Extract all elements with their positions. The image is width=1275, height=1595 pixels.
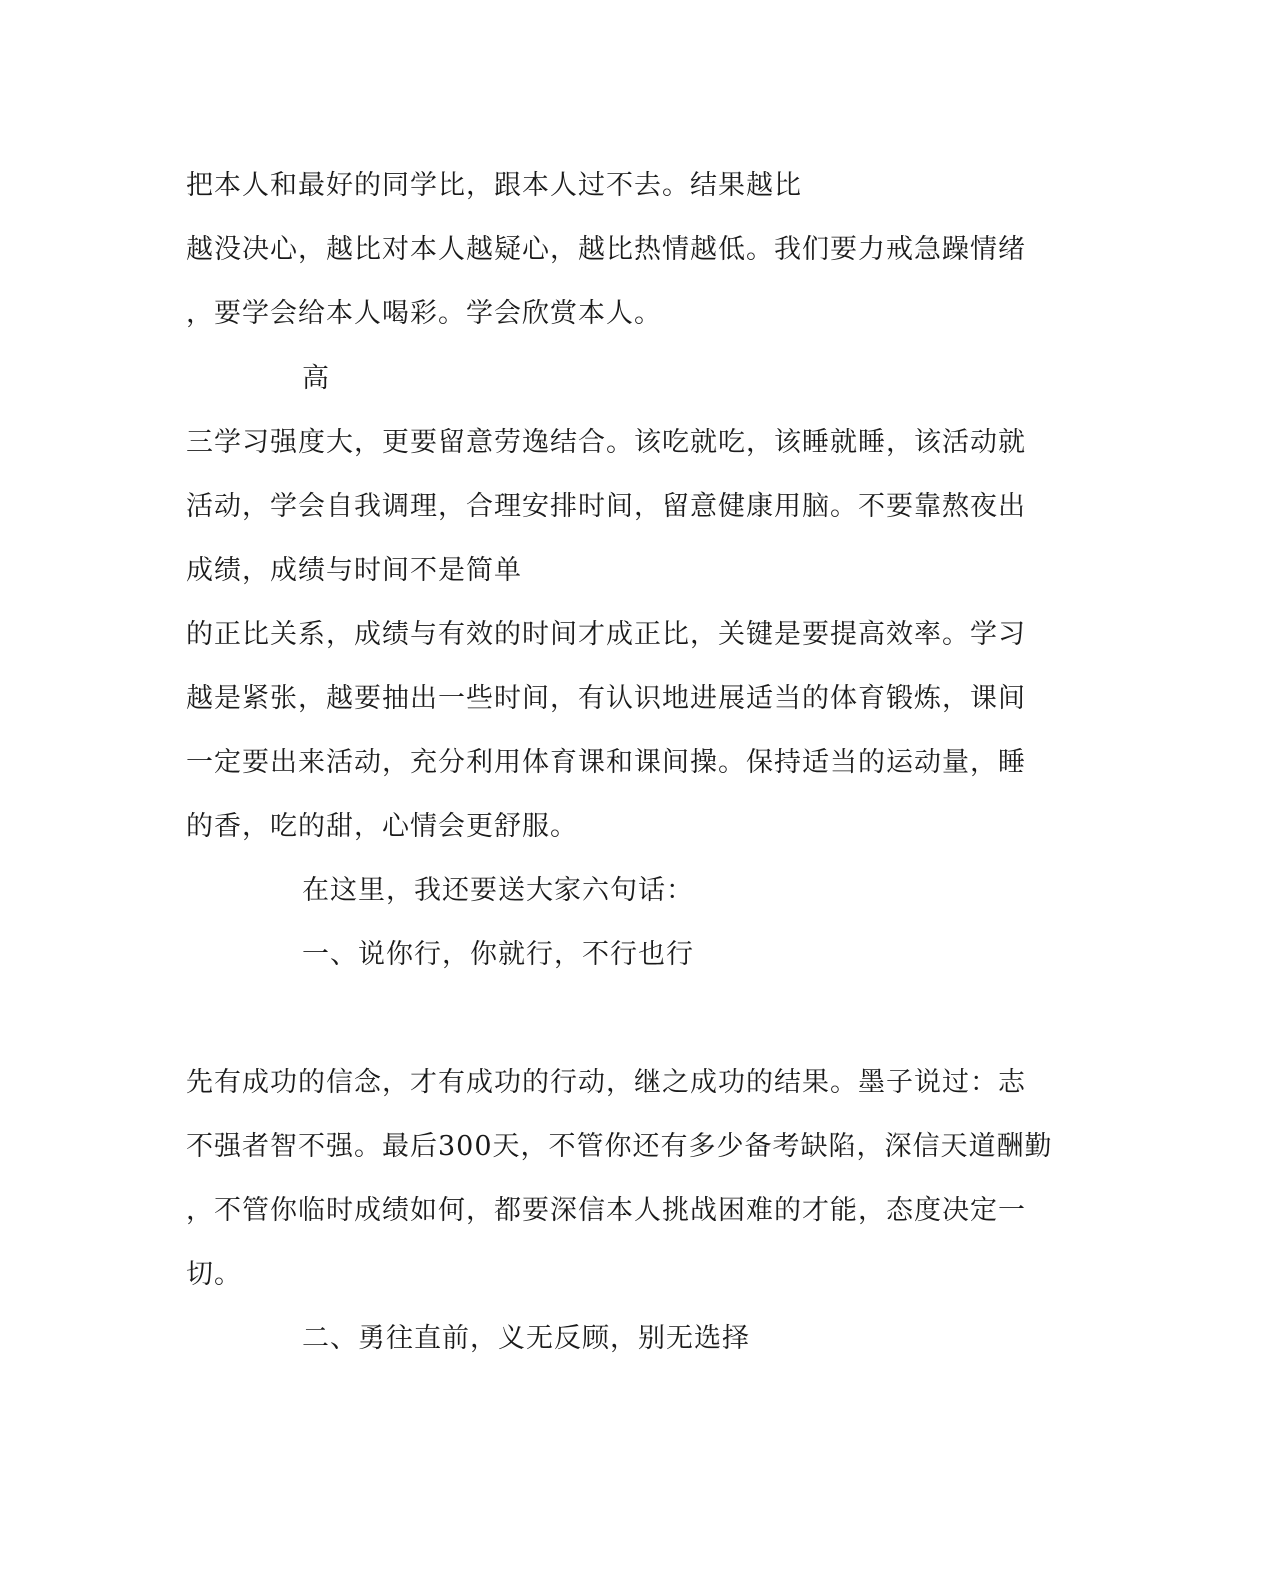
- text-line-8: 的正比关系，成绩与有效的时间才成正比，关键是要提高效率。学习: [186, 619, 1026, 650]
- text-line-4: 高: [302, 363, 330, 394]
- text-line-16: ，不管你临时成绩如何，都要深信本人挑战困难的才能，态度决定一: [186, 1195, 1026, 1226]
- text-line-2: 越没决心，越比对本人越疑心，越比热情越低。我们要力戒急躁情绪: [186, 234, 1026, 265]
- text-line-9: 越是紧张，越要抽出一些时间，有认识地进展适当的体育锻炼，课间: [186, 683, 1026, 714]
- text-line-7: 成绩，成绩与时间不是简单: [186, 555, 522, 586]
- text-line-3: ，要学会给本人喝彩。学会欣赏本人。: [186, 298, 662, 329]
- text-line-6: 活动，学会自我调理，合理安排时间，留意健康用脑。不要靠熬夜出: [186, 491, 1026, 522]
- text-line-1: 把本人和最好的同学比，跟本人过不去。结果越比: [186, 170, 802, 201]
- section-heading-2: 二、勇往直前，义无反顾，别无选择: [302, 1323, 750, 1354]
- section-intro: 在这里，我还要送大家六句话：: [302, 875, 694, 906]
- text-line-10: 一定要出来活动，充分利用体育课和课间操。保持适当的运动量，睡: [186, 747, 1026, 778]
- text-line-15: 不强者智不强。最后300天，不管你还有多少备考缺陷，深信天道酬勤: [186, 1131, 1053, 1162]
- text-line-11: 的香，吃的甜，心情会更舒服。: [186, 811, 578, 842]
- text-line-17: 切。: [186, 1259, 242, 1290]
- section-heading-1: 一、说你行，你就行，不行也行: [302, 939, 694, 970]
- text-line-14: 先有成功的信念，才有成功的行动，继之成功的结果。墨子说过：志: [186, 1067, 1026, 1098]
- text-line-5: 三学习强度大，更要留意劳逸结合。该吃就吃，该睡就睡，该活动就: [186, 427, 1026, 458]
